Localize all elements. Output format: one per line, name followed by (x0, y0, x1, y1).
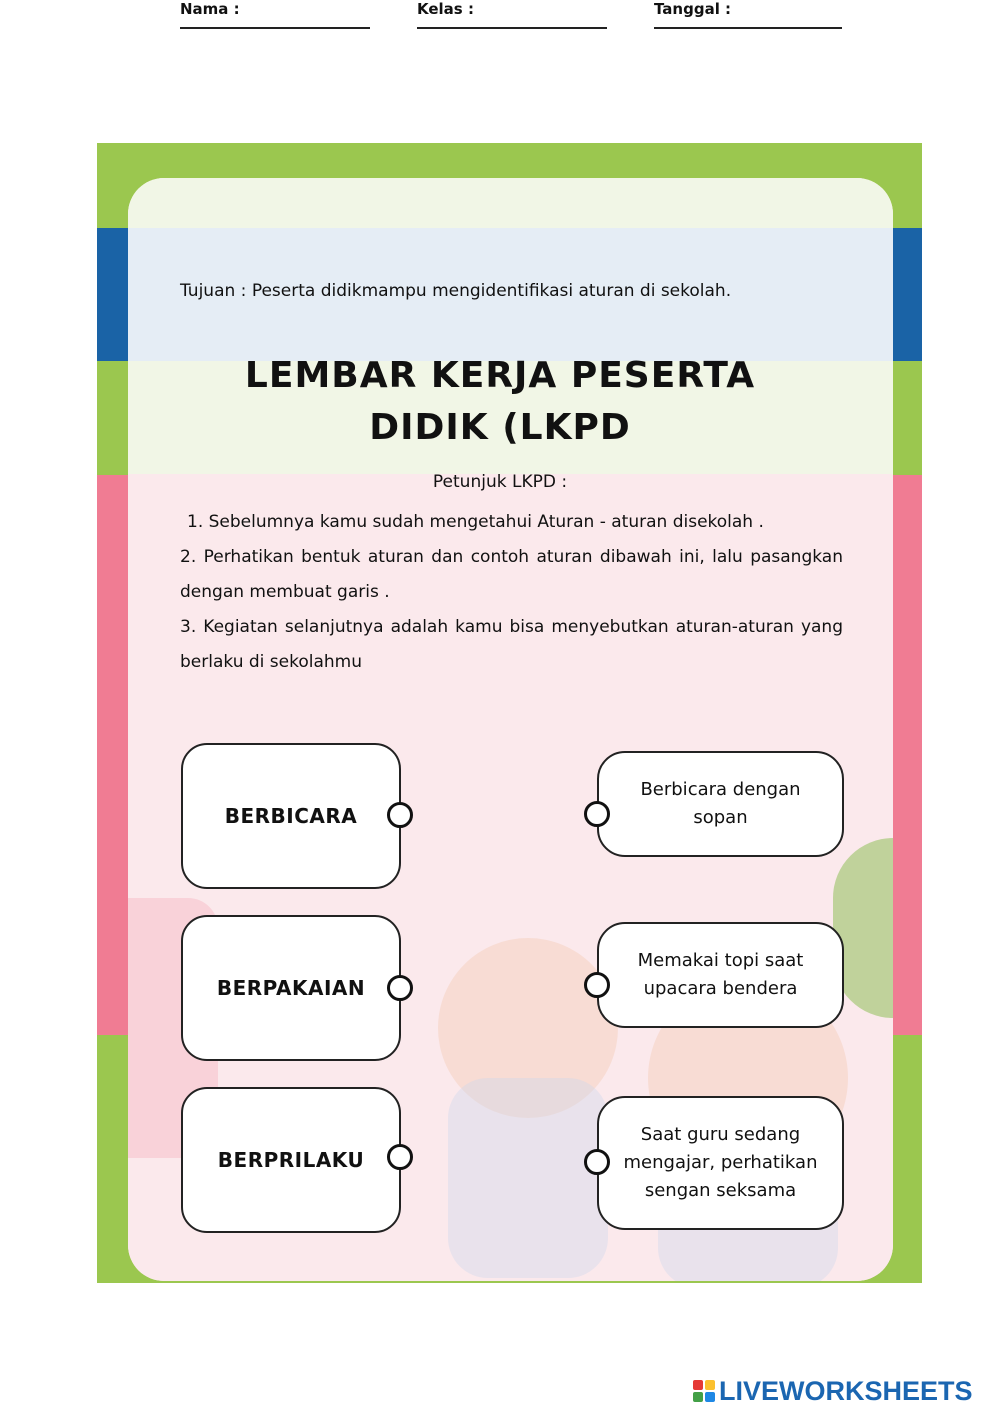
liveworksheets-text: LIVEWORKSHEETS (719, 1375, 973, 1406)
tanggal-field[interactable] (654, 0, 842, 29)
connector-dot-right-1[interactable] (584, 801, 610, 827)
connector-dot-left-1[interactable] (387, 802, 413, 828)
match-left-berprilaku (181, 1087, 401, 1233)
tujuan-text: : Peserta didikmampu mengidentifikasi aturan di sekolah. (235, 281, 732, 301)
tanggal-label: Tanggal : (654, 0, 732, 18)
background-illustration (448, 1078, 608, 1278)
match-right-line: sopan (693, 807, 748, 828)
instruction-item: 3. Kegiatan selanjutnya adalah kamu bisa menyebutkan aturan-aturan yang berlaku di sekolahmu (180, 617, 843, 672)
match-right-line: Memakai topi saat (637, 950, 804, 971)
connector-dot-right-2[interactable] (584, 972, 610, 998)
match-left-label: BERPAKAIAN (216, 976, 366, 1000)
match-left-label: BERBICARA (224, 804, 358, 828)
page-title (180, 350, 820, 454)
logo-square (705, 1380, 715, 1390)
liveworksheets-watermark (693, 1376, 973, 1406)
kelas-field[interactable] (417, 0, 607, 29)
liveworksheets-logo-icon (693, 1380, 715, 1402)
instruction-item: 2. Perhatikan bentuk aturan dan contoh aturan dibawah ini, lalu pasangkan dengan membuat garis . (180, 547, 843, 602)
logo-square (693, 1392, 703, 1402)
title-line-1: LEMBAR KERJA PESERTA (244, 355, 756, 396)
logo-square (693, 1380, 703, 1390)
match-right-perhatikan (597, 1096, 844, 1230)
match-right-line: Berbicara dengan (640, 779, 801, 800)
match-left-berpakaian (181, 915, 401, 1061)
match-right-line: mengajar, perhatikan (623, 1152, 818, 1173)
logo-square (705, 1392, 715, 1402)
title-line-2: DIDIK (LKPD (369, 407, 631, 448)
connector-dot-right-3[interactable] (584, 1149, 610, 1175)
connector-dot-left-3[interactable] (387, 1144, 413, 1170)
tujuan-label: Tujuan (180, 281, 236, 301)
instruction-item: 1. Sebelumnya kamu sudah mengetahui Aturan - aturan disekolah . (187, 512, 764, 532)
match-right-line: sengan seksama (644, 1180, 797, 1201)
nama-label: Nama : (180, 0, 240, 18)
connector-dot-left-2[interactable] (387, 975, 413, 1001)
match-right-line: upacara bendera (643, 978, 798, 999)
match-right-line: Saat guru sedang (640, 1124, 801, 1145)
nama-field[interactable] (180, 0, 370, 29)
match-right-sopan (597, 751, 844, 857)
match-left-berbicara (181, 743, 401, 889)
match-left-label: BERPRILAKU (217, 1148, 365, 1172)
match-right-topi (597, 922, 844, 1028)
tujuan-statement (180, 281, 731, 301)
instructions-list (180, 505, 843, 680)
kelas-label: Kelas : (417, 0, 474, 18)
petunjuk-heading: Petunjuk LKPD : (432, 472, 568, 492)
